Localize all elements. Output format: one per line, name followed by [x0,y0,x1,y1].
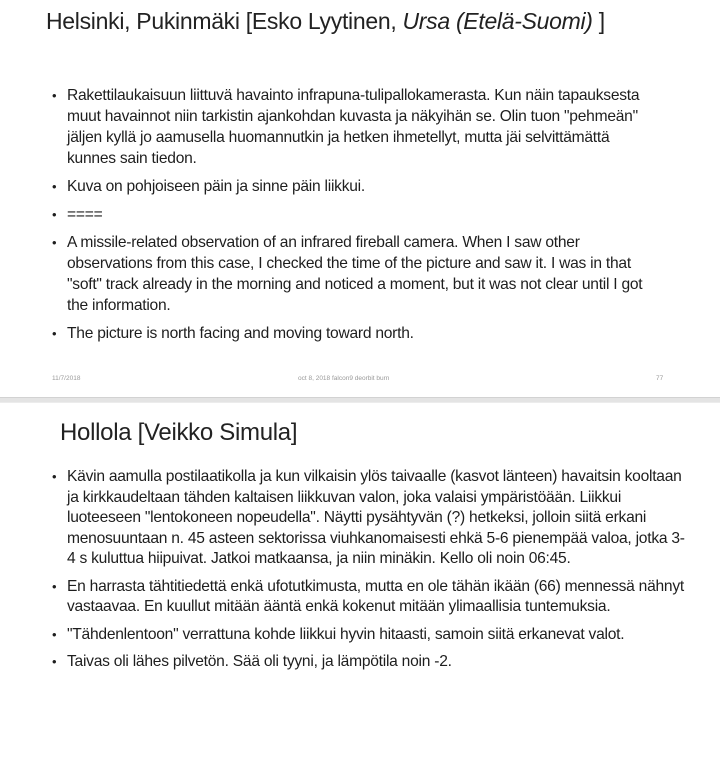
bullet-icon: • [52,469,57,484]
bullet-text: En harrasta tähtitiedettä enkä ufotutkimusta, mutta en ole tähän ikään (66) mennessä nähnyt vastaavaa. En kuullut mitään ääntä enkä kokenut mitään ylimaallisia tuntemuksia. [67,577,684,615]
bullet-item [52,85,662,169]
bullet-icon: • [52,235,57,250]
title-text: Helsinki, Pukinmäki [Esko Lyytinen, [46,8,403,34]
slide-title [46,8,605,35]
bullet-text: Kävin aamulla postilaatikolla ja kun vilkaisin ylös taivaalle (kasvot länteen) havaitsin kooltaan ja kirkkaudeltaan tähden kaltaisen liikkuvan valon, joka valaisi ympäristöään. Liikkui luoteeseen "lentokoneen nopeudella". Näytti pysähtyvän (?) hetkeksi, jolloin siitä erkani menosuuntaan n. 45 asteen sektorissa viuhkanomaisesti ehkä 5-6 pienempää valoa, jotka 3-4 s kuluttua hiipuivat. Jatkoi matkaansa, ja niin minäkin. Kello oli noin 06:45. [67,468,685,567]
bullet-icon: • [52,326,57,341]
bullet-icon: • [52,88,57,103]
bullet-item [52,176,662,197]
title-italic: Ursa (Etelä-Suomi) [402,8,593,34]
bullet-text: ==== [67,206,103,223]
bullet-item [52,204,662,225]
bullet-item [52,323,662,344]
footer-date: 11/7/2018 [52,375,81,382]
bullet-text: The picture is north facing and moving toward north. [67,325,414,342]
title-end: ] [592,8,605,34]
bullet-text: Rakettilaukaisuun liittuvä havainto infrapuna-tulipallokamerasta. Kun näin tapauksesta muut havainnot niin tarkistin ajankohdan kuvasta ja näkyihän se. Olin tuon "pehmeän" jäljen kyllä jo aamusella huomannutkin ja hetken ihmetellyt, mutta jäi selvittämättä kunnes sain tiedon. [67,87,640,167]
footer-page-number: 77 [656,375,664,382]
bullet-text: Kuva on pohjoiseen päin ja sinne päin liikkui. [67,178,365,195]
bullet-item [52,652,692,673]
bullet-text: Taivas oli lähes pilvetön. Sää oli tyyni, ja lämpötila noin -2. [67,653,452,670]
bullet-item [52,467,692,570]
slide-78 [0,403,720,775]
bullet-icon: • [52,179,57,194]
bullet-item [52,625,692,646]
bullet-list [52,467,692,680]
bullet-icon: • [52,626,57,642]
slide-title: Hollola [Veikko Simula] [60,419,298,446]
bullet-icon: • [52,207,57,222]
bullet-icon: • [52,578,57,594]
footer-title: oct 8, 2018 falcon9 deorbit burn [298,375,390,382]
bullet-item [52,232,662,316]
bullet-item [52,577,692,618]
bullet-icon: • [52,654,57,669]
bullet-list [52,85,662,351]
bullet-text: "Tähdenlentoon" verrattuna kohde liikkui hyvin hitaasti, samoin siitä erkanevat valot. [67,625,625,643]
bullet-text: A missile-related observation of an infrared fireball camera. When I saw other observations from this case, I checked the time of the picture and saw it. I was in that "soft" track already in the morning and noticed a moment, but it was not clear until I got the information. [67,234,643,314]
